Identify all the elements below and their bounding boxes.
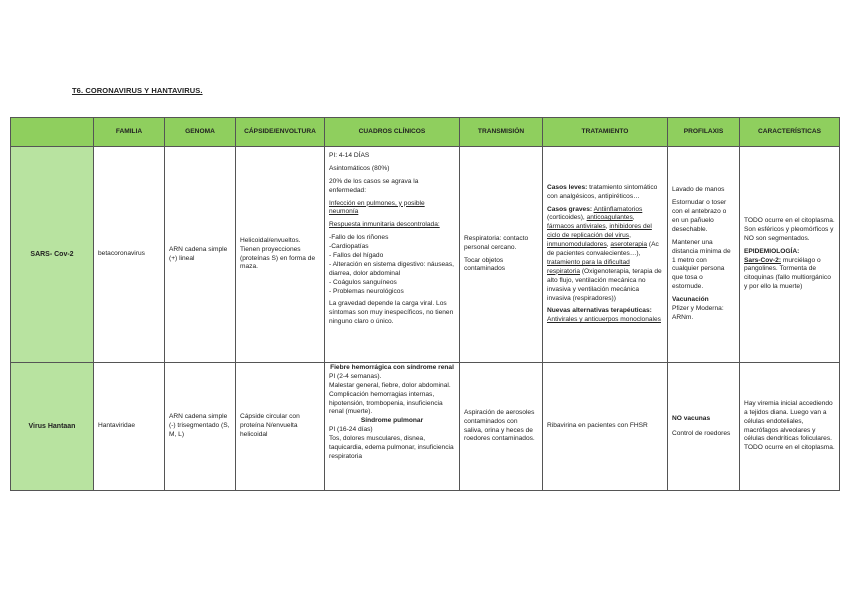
profilaxis-sars (668, 147, 740, 363)
cuadros-gravedad: La gravedad depende la carga viral. Los síntomas son muy inespecíficos, no tienen ninguno claro o único. (329, 300, 454, 326)
header-tratamiento: TRATAMIENTO (543, 118, 668, 147)
cuadros-respuesta: Respuesta inmunitaria descontrolada: (329, 221, 440, 229)
transmision-hantaan: Aspiración de aerosoles contaminados con saliva, orina y heces de roedores contaminados. (460, 363, 543, 491)
epi-label: EPIDEMIOLOGÍA: (744, 247, 800, 255)
graves-t5: fármacos antivirales (547, 223, 606, 231)
table-row-sars (11, 147, 840, 363)
graves-t6: , (605, 223, 610, 231)
cuadros-hantaan (325, 363, 460, 491)
header-empty (11, 118, 94, 147)
header-caracteristicas: CARACTERÍSTICAS (740, 118, 840, 147)
profilaxis-hantaan (668, 363, 740, 491)
cuadros-complicaciones-list (329, 234, 455, 296)
graves-t11: aseroterapia (610, 241, 648, 249)
capside-sars: Helicoidal/envueltos. Tienen proyecciones (proteínas S) en forma de maza. (236, 147, 325, 363)
graves-t9: inmunomoduladores (547, 241, 607, 249)
graves-t8: , (629, 232, 631, 240)
header-genoma: GENOMA (165, 118, 236, 147)
profilaxis-vacunacion (672, 296, 735, 323)
pulmonar-title: Síndrome pulmonar (360, 417, 424, 425)
graves-t14: (Oxigenoterapia, terapia de alto flujo, ventilación mecánica no invasiva y ventilación mecánica invasiva (respiradores)) (547, 267, 662, 302)
cuadros-infeccion: Infección en pulmones, y posible neumonía (329, 199, 425, 216)
caracteristicas-epi (744, 248, 835, 257)
cuadros-sars (325, 147, 460, 363)
capside-hantaan: Cápside circular con proteína N/envuelta helicoidal (236, 363, 325, 491)
cuadros-agrava: 20% de los casos se agrava la enfermedad: (329, 177, 419, 194)
sars-label: Sars-Cov-2: (744, 256, 782, 264)
leves-text: tratamiento sintomático con analgésicos, antipiréticos… (547, 183, 658, 200)
header-capside: CÁPSIDE/ENVOLTURA (236, 118, 325, 147)
graves-t13: tratamiento para la dificultad respiratoria (547, 258, 630, 275)
graves-label: Casos graves: (547, 205, 593, 213)
transmision-objetos: Tocar objetos contaminados (464, 256, 506, 273)
caracteristicas-hantaan: Hay viremia inicial accediendo a tejidos diana. Luego van a células endoteliales, macrófagos alveolares y células dendríticas foliculares. TODO ocurre en el citoplasma. (740, 363, 840, 491)
tratamiento-sars (543, 147, 668, 363)
caracteristicas-todo: TODO ocurre en el citoplasma. Son esféricos y pleomórficos y NO son segmentados. (744, 216, 835, 242)
tratamiento-leves (547, 184, 663, 202)
virus-table (10, 117, 840, 491)
graves-t4: , (632, 214, 635, 222)
graves-t1: Antiinflamatorios (593, 205, 643, 213)
profilaxis-control: Control de roedores (672, 429, 731, 437)
profilaxis-estornudar: Estornudar o toser con el antebrazo o en un pañuelo desechable. (672, 199, 727, 233)
header-profilaxis: PROFILAXIS (668, 118, 740, 147)
list-item: - Fallos del hígado (329, 252, 384, 260)
graves-t3: anticoagulantes (586, 214, 633, 222)
fiebre-malestar: Malestar general, fiebre, dolor abdominal. Complicación hemorragias internas, hipotensión, trombopenia, insuficiencia renal (muerte). (329, 381, 451, 416)
caracteristicas-sars (740, 147, 840, 363)
tratamiento-hantaan: Ribavirina en pacientes con FHSR (543, 363, 668, 491)
fiebre-pi: PI (2-4 semanas). (329, 372, 382, 380)
nuevas-label: Nuevas alternativas terapéuticas: (547, 307, 652, 315)
vacunacion-label: Vacunación (672, 296, 709, 304)
list-item: -Fallo de los riñones (329, 234, 389, 242)
genoma-hantaan: ARN cadena simple (-) trisegmentado (S, M, L) (165, 363, 236, 491)
row-name-sars: SARS- Cov-2 (11, 147, 94, 363)
header-cuadros: CUADROS CLÍNICOS (325, 118, 460, 147)
transmision-respiratoria: Respiratoria: contacto personal cercano. (464, 234, 529, 251)
sars-text: murciélago o pangolines. Tormenta de citoquinas (fallo multiorgánico y por ello la muerte) (744, 256, 831, 291)
nuevas-text: Antivirales y anticuerpos monoclonales (547, 316, 661, 324)
graves-t7: inhibidores del ciclo de replicación del virus (547, 223, 652, 240)
cuadros-asintomaticos: Asintomáticos (80%) (329, 164, 390, 172)
tratamiento-nuevas (547, 307, 663, 325)
row-name-hantaan: Virus Hantaan (11, 363, 94, 491)
profilaxis-lavado: Lavado de manos (672, 186, 725, 194)
tratamiento-graves (547, 206, 663, 304)
list-item: - Coágulos sanguíneos (329, 278, 397, 286)
genoma-sars: ARN cadena simple (+) lineal (165, 147, 236, 363)
table-header-row (11, 118, 840, 147)
table-row-hantaan (11, 363, 840, 491)
header-familia: FAMILIA (94, 118, 165, 147)
list-item: - Problemas neurológicos (329, 287, 404, 295)
header-transmision: TRANSMISIÓN (460, 118, 543, 147)
list-item: -Cardiopatías (329, 243, 369, 251)
graves-t2: (corticoides), (547, 214, 587, 222)
fiebre-title: Fiebre hemorrágica con síndrome renal (330, 364, 454, 371)
profilaxis-no-vacunas: NO vacunas (672, 414, 711, 422)
pulmonar-tos: Tos, dolores musculares, disnea, taquicardia, edema pulmonar, insuficiencia respiratoria (329, 435, 454, 460)
list-item: - Alteración en sistema digestivo: náuseas, diarrea, dolor abdominal (329, 260, 454, 277)
transmision-sars (460, 147, 543, 363)
graves-t12: (Ac de pacientes convalecientes…), (547, 241, 659, 258)
profilaxis-mantener: Mantener una distancia mínima de 1 metro con cualquier persona que tosa o estornude. (672, 238, 731, 291)
familia-hantaan: Hantaviridae (94, 363, 165, 491)
graves-t10: , (606, 241, 611, 249)
leves-label: Casos leves: (547, 183, 588, 191)
vacunacion-text: Pfizer y Moderna: ARNm. (672, 304, 724, 321)
caracteristicas-sars-text (744, 257, 835, 293)
pulmonar-pi: PI (16-24 días) (329, 426, 373, 434)
familia-sars: betacoronavirus (94, 147, 165, 363)
cuadros-pi: PI: 4-14 DÍAS (329, 152, 370, 159)
document-title: T6. CORONAVIRUS Y HANTAVIRUS. (72, 86, 203, 95)
